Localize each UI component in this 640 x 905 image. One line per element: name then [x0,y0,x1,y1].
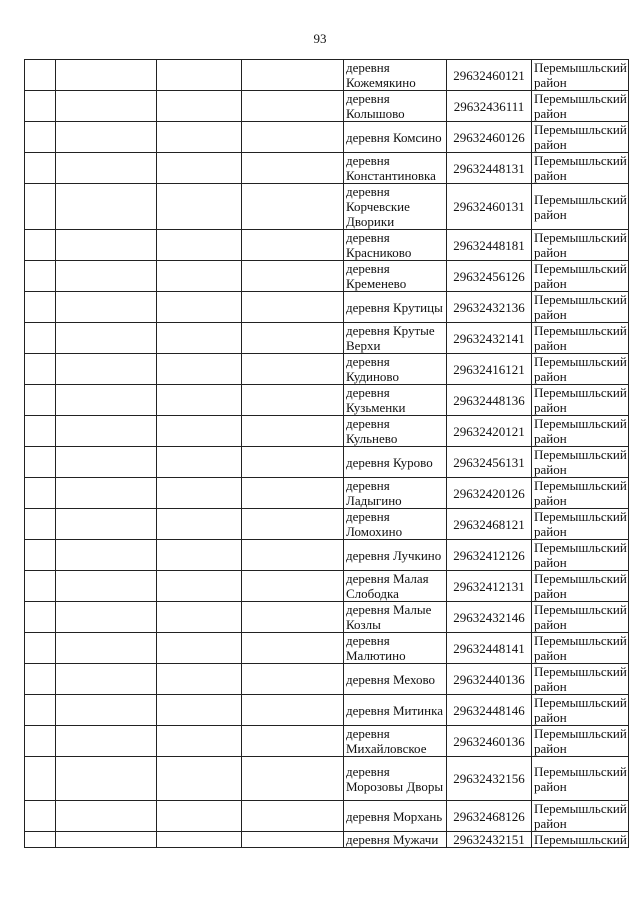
empty-cell [25,695,56,726]
settlement-name-cell: деревня Малая Слободка [344,571,447,602]
empty-cell [242,695,344,726]
district-cell: Перемышльский район [532,664,629,695]
empty-cell [25,726,56,757]
oktmo-code-cell: 29632456131 [447,447,532,478]
empty-cell [56,292,157,323]
table-row [25,540,629,571]
table-row [25,509,629,540]
empty-cell [25,230,56,261]
empty-cell [242,153,344,184]
empty-cell [157,447,242,478]
settlement-name-cell: деревня Константиновка [344,153,447,184]
table-row [25,571,629,602]
empty-cell [25,633,56,664]
table-row [25,184,629,230]
empty-cell [25,354,56,385]
empty-cell [25,323,56,354]
district-cell: Перемышльский район [532,602,629,633]
oktmo-code-cell: 29632432151 [447,832,532,848]
table-row [25,153,629,184]
table-row [25,91,629,122]
oktmo-code-cell: 29632448136 [447,385,532,416]
empty-cell [56,664,157,695]
settlement-name-cell: деревня Митинка [344,695,447,726]
empty-cell [242,726,344,757]
empty-cell [56,509,157,540]
empty-cell [56,633,157,664]
settlement-table [24,59,629,848]
empty-cell [242,478,344,509]
empty-cell [242,509,344,540]
empty-cell [56,757,157,801]
empty-cell [157,184,242,230]
district-cell: Перемышльский [532,832,629,848]
oktmo-code-cell: 29632448146 [447,695,532,726]
settlement-name-cell: деревня Морозовы Дворы [344,757,447,801]
settlement-name-cell: деревня Кременево [344,261,447,292]
settlement-name-cell: деревня Красниково [344,230,447,261]
empty-cell [242,664,344,695]
settlement-name-cell: деревня Лучкино [344,540,447,571]
empty-cell [157,571,242,602]
empty-cell [25,153,56,184]
empty-cell [157,757,242,801]
table-row [25,385,629,416]
empty-cell [157,385,242,416]
empty-cell [157,292,242,323]
settlement-name-cell: деревня Колышово [344,91,447,122]
empty-cell [242,261,344,292]
district-cell: Перемышльский район [532,447,629,478]
oktmo-code-cell: 29632420121 [447,416,532,447]
settlement-name-cell: деревня Малые Козлы [344,602,447,633]
settlement-name-cell: деревня Кузьменки [344,385,447,416]
table-row [25,323,629,354]
table-row [25,757,629,801]
oktmo-code-cell: 29632460131 [447,184,532,230]
empty-cell [25,261,56,292]
empty-cell [157,323,242,354]
district-cell: Перемышльский район [532,801,629,832]
district-cell: Перемышльский район [532,261,629,292]
table-row [25,832,629,848]
table-row [25,416,629,447]
oktmo-code-cell: 29632436111 [447,91,532,122]
settlement-name-cell: деревня Мужачи [344,832,447,848]
empty-cell [157,695,242,726]
empty-cell [242,184,344,230]
settlement-name-cell: деревня Михайловское [344,726,447,757]
district-cell: Перемышльский район [532,633,629,664]
table-body [25,60,629,848]
empty-cell [56,122,157,153]
district-cell: Перемышльский район [532,509,629,540]
table-row [25,478,629,509]
district-cell: Перемышльский район [532,726,629,757]
table-row [25,633,629,664]
oktmo-code-cell: 29632448131 [447,153,532,184]
settlement-name-cell: деревня Крутые Верхи [344,323,447,354]
empty-cell [157,832,242,848]
district-cell: Перемышльский район [532,695,629,726]
table-row [25,292,629,323]
empty-cell [25,122,56,153]
empty-cell [157,801,242,832]
empty-cell [157,602,242,633]
empty-cell [25,602,56,633]
oktmo-code-cell: 29632448181 [447,230,532,261]
district-cell: Перемышльский район [532,184,629,230]
empty-cell [157,91,242,122]
district-cell: Перемышльский район [532,153,629,184]
district-cell: Перемышльский район [532,230,629,261]
empty-cell [56,153,157,184]
empty-cell [242,633,344,664]
empty-cell [25,447,56,478]
empty-cell [56,540,157,571]
table-row [25,602,629,633]
empty-cell [157,416,242,447]
empty-cell [25,540,56,571]
empty-cell [157,664,242,695]
oktmo-code-cell: 29632412131 [447,571,532,602]
settlement-name-cell: деревня Мехово [344,664,447,695]
district-cell: Перемышльский район [532,292,629,323]
empty-cell [157,354,242,385]
table-row [25,122,629,153]
oktmo-code-cell: 29632412126 [447,540,532,571]
oktmo-code-cell: 29632460126 [447,122,532,153]
empty-cell [56,478,157,509]
settlement-name-cell: деревня Курово [344,447,447,478]
empty-cell [25,91,56,122]
empty-cell [242,602,344,633]
settlement-name-cell: деревня Кудиново [344,354,447,385]
table-row [25,261,629,292]
empty-cell [242,416,344,447]
empty-cell [242,122,344,153]
empty-cell [157,153,242,184]
settlement-name-cell: деревня Ломохино [344,509,447,540]
district-cell: Перемышльский район [532,571,629,602]
empty-cell [56,447,157,478]
empty-cell [25,184,56,230]
empty-cell [242,91,344,122]
empty-cell [56,602,157,633]
empty-cell [56,91,157,122]
page-number: 93 [313,31,327,46]
empty-cell [157,509,242,540]
district-cell: Перемышльский район [532,385,629,416]
table-row [25,664,629,695]
empty-cell [157,540,242,571]
empty-cell [242,757,344,801]
empty-cell [25,801,56,832]
settlement-name-cell: деревня Ладыгино [344,478,447,509]
oktmo-code-cell: 29632416121 [447,354,532,385]
empty-cell [242,540,344,571]
oktmo-code-cell: 29632432136 [447,292,532,323]
settlement-name-cell: деревня Крутицы [344,292,447,323]
oktmo-code-cell: 29632460121 [447,60,532,91]
empty-cell [56,801,157,832]
empty-cell [25,757,56,801]
table-row [25,695,629,726]
empty-cell [242,447,344,478]
oktmo-code-cell: 29632440136 [447,664,532,695]
table-row [25,354,629,385]
table-row [25,60,629,91]
district-cell: Перемышльский район [532,478,629,509]
settlement-name-cell: деревня Кульнево [344,416,447,447]
oktmo-code-cell: 29632420126 [447,478,532,509]
district-cell: Перемышльский район [532,757,629,801]
empty-cell [242,801,344,832]
empty-cell [242,832,344,848]
district-cell: Перемышльский район [532,540,629,571]
district-cell: Перемышльский район [532,60,629,91]
district-cell: Перемышльский район [532,122,629,153]
empty-cell [157,261,242,292]
empty-cell [25,571,56,602]
empty-cell [56,354,157,385]
empty-cell [157,726,242,757]
empty-cell [242,60,344,91]
table-row [25,447,629,478]
district-cell: Перемышльский район [532,416,629,447]
settlement-name-cell: деревня Кожемякино [344,60,447,91]
empty-cell [242,354,344,385]
oktmo-code-cell: 29632432156 [447,757,532,801]
district-cell: Перемышльский район [532,354,629,385]
oktmo-code-cell: 29632448141 [447,633,532,664]
empty-cell [56,726,157,757]
empty-cell [56,571,157,602]
empty-cell [242,323,344,354]
empty-cell [157,60,242,91]
empty-cell [56,60,157,91]
empty-cell [56,323,157,354]
oktmo-code-cell: 29632468126 [447,801,532,832]
empty-cell [25,292,56,323]
empty-cell [157,633,242,664]
oktmo-code-cell: 29632456126 [447,261,532,292]
settlement-name-cell: деревня Малютино [344,633,447,664]
table-row [25,801,629,832]
district-cell: Перемышльский район [532,323,629,354]
empty-cell [25,385,56,416]
district-cell: Перемышльский район [532,91,629,122]
empty-cell [56,184,157,230]
settlement-name-cell: деревня Корчевские Дворики [344,184,447,230]
oktmo-code-cell: 29632432141 [447,323,532,354]
empty-cell [242,571,344,602]
empty-cell [25,832,56,848]
empty-cell [56,832,157,848]
empty-cell [242,230,344,261]
table-row [25,230,629,261]
empty-cell [56,230,157,261]
empty-cell [157,230,242,261]
empty-cell [56,385,157,416]
oktmo-code-cell: 29632432146 [447,602,532,633]
empty-cell [242,292,344,323]
empty-cell [25,60,56,91]
empty-cell [56,261,157,292]
table-row [25,726,629,757]
oktmo-code-cell: 29632460136 [447,726,532,757]
oktmo-code-cell: 29632468121 [447,509,532,540]
empty-cell [157,478,242,509]
empty-cell [56,416,157,447]
empty-cell [25,664,56,695]
settlement-name-cell: деревня Морхань [344,801,447,832]
settlement-name-cell: деревня Комсино [344,122,447,153]
empty-cell [242,385,344,416]
empty-cell [56,695,157,726]
empty-cell [25,478,56,509]
empty-cell [25,509,56,540]
empty-cell [157,122,242,153]
empty-cell [25,416,56,447]
